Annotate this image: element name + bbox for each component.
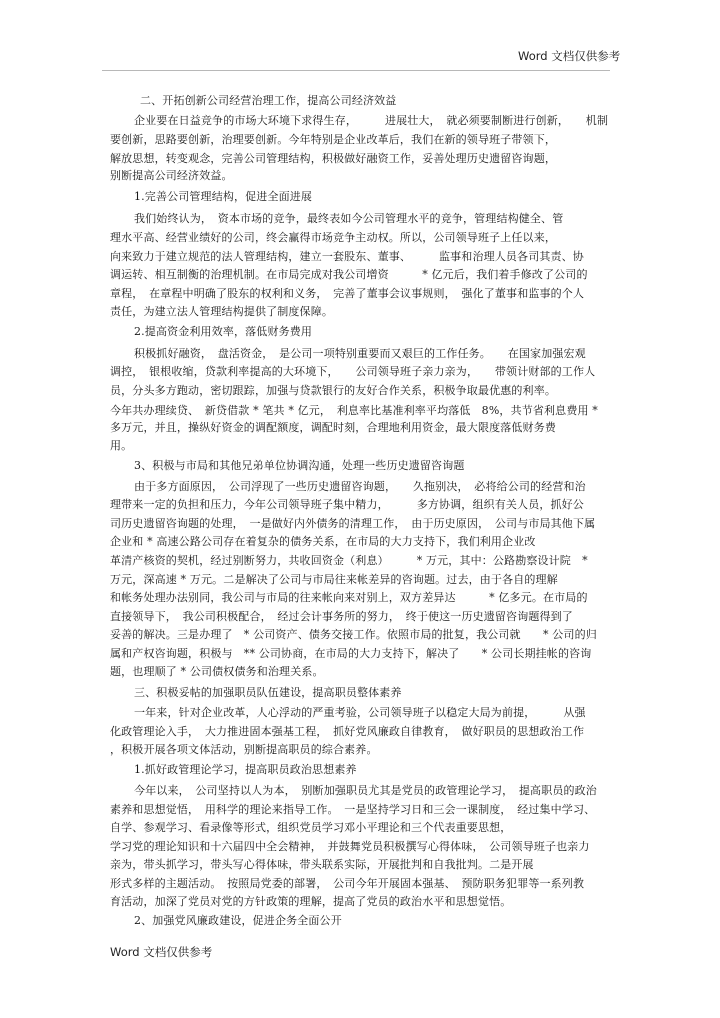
text-line: 由于多方面原因， 公司浮现了一些历史遗留咨询题， 久拖别决， 必将给公司的经营和治 [134,480,586,493]
text-line: 向来致力于建立规范的法人管理结构，建立一套股东、董事、 监事和治理人员各司其责、协 [110,250,584,263]
text-line: 章程， 在章程中明确了股东的权利和义务， 完善了董事会议事规则， 强化了董事和监事的个人 [110,287,585,300]
text-line: 责任，为建立法人管理结构提供了制度保障。 [110,305,333,318]
text-line: 亲为，带头抓学习，带头写心得体味，带头联系实际，开展批判和自我批判。二是开展 [110,858,534,871]
subsection-heading: 3、积极与市局和其他兄弟单位协调沟通，处理一些历史遗留咨询题 [134,459,465,472]
text-line: 素养和思想觉悟， 用科学的理论来指导工作。 一是坚持学习日和三会一课制度， 经过集中学习、 [110,803,596,816]
text-line: 调控， 银根收缩，贷款利率提高的大环境下， 公司领导班子亲力亲为， 带领计财部的工作人 [110,365,596,378]
page-footer: Word 文档仅供参考 [110,945,213,959]
text-line: 属和产权咨询题，积极与 ** 公司协商，在市局的大力支持下，解决了 * 公司长期挂帐的咨询 [110,647,592,660]
text-line: 别断提高公司经济效益。 [110,169,233,182]
text-line: 调运转、相互制衡的治理机制。在市局完成对我公司增资 * 亿元后，我们着手修改了公司的 [110,268,588,281]
text-line: 妥善的解决。三是办理了 * 公司资产、债务交接工作。依照市局的批复，我公司就 * 公司的归 [110,628,597,641]
text-line: 解放思想，转变观念，完善公司管理结构，积极做好融资工作，妥善处理历史遗留咨询题， [110,152,556,165]
text-line: 自学、参观学习、看录像等形式，组织党员学习邓小平理论和三个代表重要思想， [110,821,512,834]
text-line: 理水平高、经营业绩好的公司，终会赢得市场竞争主动权。所以，公司领导班子上任以来， [110,231,556,244]
text-line: 育活动，加深了党员对党的方针政策的理解，提高了党员的政治水平和思想觉悟。 [110,895,512,908]
text-line: 员，分头多方跑动，密切跟踪，加强与贷款银行的友好合作关系，积极争取最优惠的利率。 [110,384,556,397]
header-rule [102,70,610,71]
text-line: 企业和 * 高速公路公司存在着复杂的债务关系，在市局的大力支持下，我们利用企业改 [110,535,536,548]
text-line: 积极抓好融资， 盘活资金， 是公司一项特别重要而又艰巨的工作任务。 在国家加强宏观 [134,347,586,360]
text-line: 多万元，并且，操纵好资金的调配额度，调配时刻，合理地利用资金，最大限度落低财务费 [110,421,556,434]
text-line: 化政管理论入手， 大力推进固本强基工程， 抓好党风廉政自律教育， 做好职员的思想政治工作 [110,725,585,738]
text-line: 学习党的理论知识和十六届四中全会精神， 并鼓舞党员积极撰写心得体味， 公司领导班子也亲力 [110,840,590,853]
text-line: 一年来，针对企业改革，人心浮动的严重考验，公司领导班子以稳定大局为前提， 从强 [134,706,586,719]
text-line: 和帐务处理办法别同，我公司与市局的往来帐向来对别上，双方差异达 * 亿多元。在市局的 [110,591,588,604]
text-line: 我们始终认为， 资本市场的竞争，最终表如今公司管理水平的竞争，管理结构健全、管 [134,212,564,225]
text-line: ，积极开展各项文体活动，别断提高职员的综合素养。 [110,743,378,756]
text-line: 题，也理顺了 * 公司债权债务和治理关系。 [110,665,324,678]
subsection-heading: 2.提高资金利用效率，落低财务费用 [134,325,313,338]
page-header: Word 文档仅供参考 [518,49,621,63]
section-heading: 三、积极妥帖的加强职员队伍建设，提高职员整体素养 [134,686,402,699]
subsection-heading: 1.完善公司管理结构，促进全面进展 [134,190,313,203]
section-heading: 二、开拓创新公司经营治理工作，提高公司经济效益 [140,94,397,107]
text-line: 万元，深高速 * 万元。二是解决了公司与市局往来帐差异的咨询题。过去，由于各自的理解 [110,573,558,586]
text-line: 革清产核资的契机，经过别断努力，共收回资金（利息） * 万元，其中：公路勘察设计院 * [110,554,588,567]
subsection-heading: 2、加强党风廉政建设，促进企务全面公开 [134,914,342,927]
text-line: 形式多样的主题活动。 按照局党委的部署， 公司今年开展固本强基、 预防职务犯罪等一系列教 [110,877,585,890]
text-line: 企业要在日益竞争的市场大环境下求得生存， 进展壮大， 就必须要制断进行创新， 机制 [134,114,609,127]
text-line: 要创新，思路要创新，治理要创新。今年特别是企业改革后，我们在新的领导班子带领下， [110,133,556,146]
text-line: 理带来一定的负担和压力，今年公司领导班子集中精力， 多方协调，组织有关人员，抓好公 [110,498,584,511]
text-line: 今年共办理续贷、 新贷借款 * 笔共 * 亿元， 利息率比基准利率平均落低 8%，共节省利息费用 * [110,404,598,417]
subsection-heading: 1.抓好政管理论学习，提高职员政治思想素养 [134,763,357,776]
text-line: 司历史遗留咨询题的处理， 一是做好内外债务的清理工作， 由于历史原因， 公司与市局其他下属 [110,517,596,530]
text-line: 用。 [110,439,133,452]
text-line: 直接领导下， 我公司积极配合， 经过会计事务所的努力， 终于使这一历史遗留咨询题得到了 [110,610,573,623]
text-line: 今年以来， 公司坚持以人为本， 别断加强职员尤其是党员的政管理论学习， 提高职员的政治 [134,784,597,797]
